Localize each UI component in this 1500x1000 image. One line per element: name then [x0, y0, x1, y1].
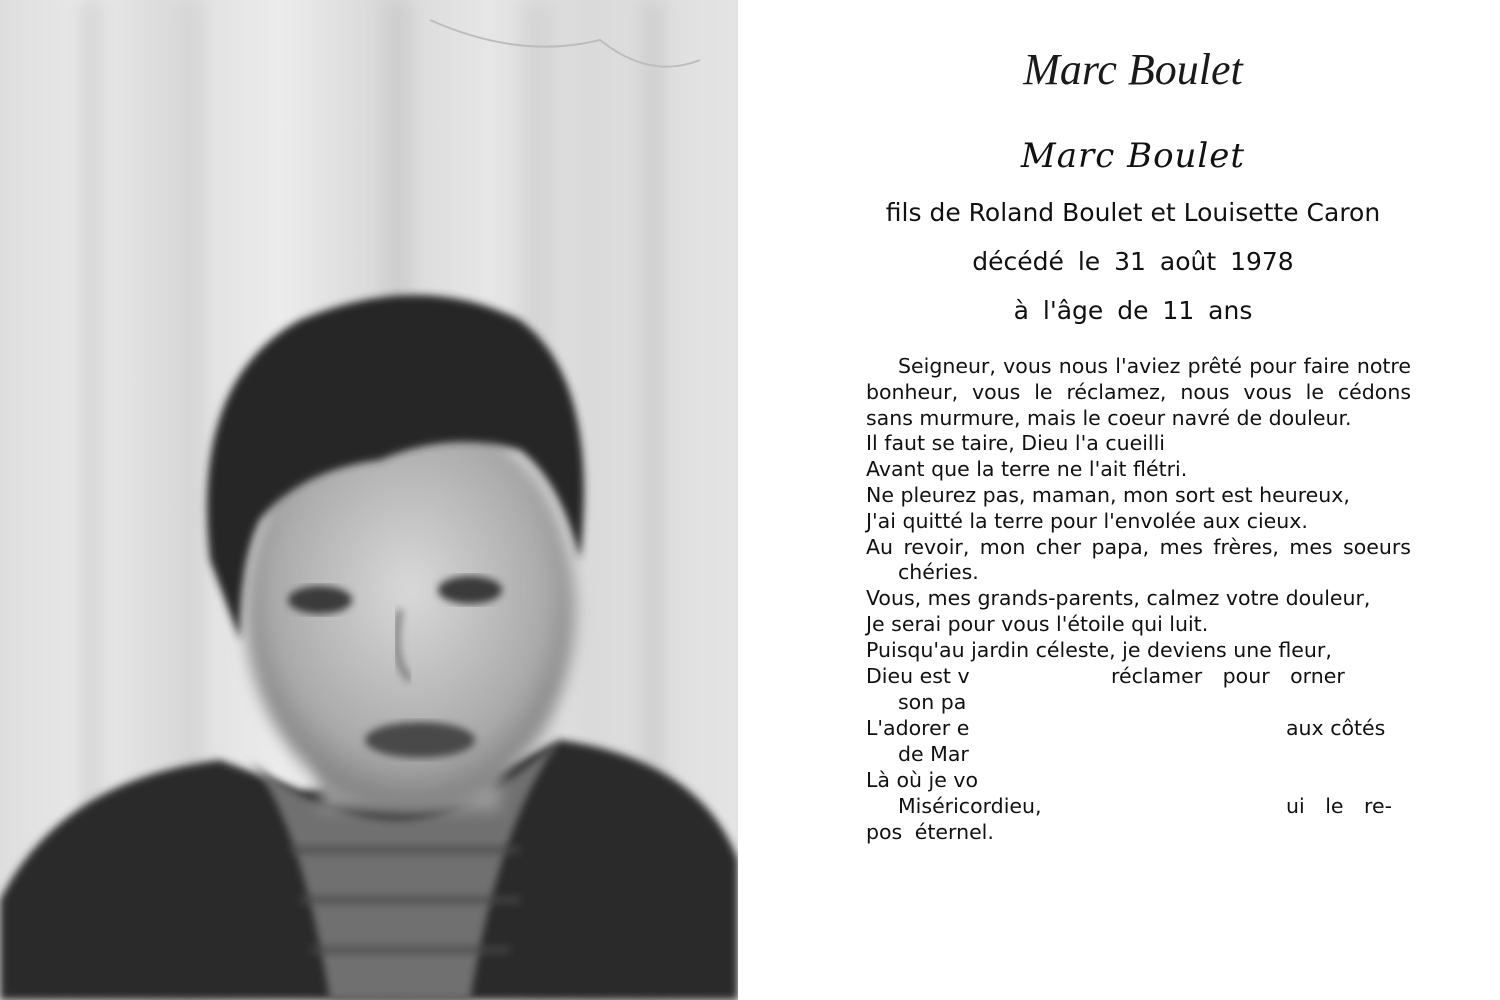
poem-fragment: L'adorer e: [866, 715, 970, 740]
age-line: à l'âge de 11 ans: [1013, 296, 1253, 325]
poem-fragment: ui le re-: [1286, 793, 1393, 818]
damaged-text-block: [866, 664, 1411, 820]
portrait-illustration: [0, 0, 738, 1000]
poem-fragment: réclamer pour orner: [1111, 663, 1345, 688]
memorial-poem: [866, 354, 1411, 845]
poem-intro: Seigneur, vous nous l'aviez prêté pour faire notre bonheur, vous le réclamez, nous vous le cédons sans murmure, mais le coeur navré de douleur.: [866, 354, 1411, 430]
printed-name: Marc Boulet: [1020, 136, 1246, 176]
poem-line: Il faut se taire, Dieu l'a cueilli: [866, 431, 1165, 456]
death-date-line: décédé le 31 août 1978: [972, 247, 1294, 276]
poem-line: Puisqu'au jardin céleste, je deviens une fleur,: [866, 637, 1332, 662]
poem-fragment: aux côtés: [1286, 715, 1386, 740]
poem-line: Je serai pour vous l'étoile qui luit.: [866, 611, 1209, 636]
poem-line: Avant que la terre ne l'ait flétri.: [866, 457, 1188, 482]
poem-line: J'ai quitté la terre pour l'envolée aux cieux.: [866, 508, 1308, 533]
memorial-card: [738, 0, 1500, 1000]
poem-line: Vous, mes grands-parents, calmez votre douleur,: [866, 586, 1371, 611]
poem-line: pos éternel.: [866, 819, 994, 844]
poem-line: Ne pleurez pas, maman, mon sort est heureux,: [866, 482, 1350, 507]
parents-line: fils de Roland Boulet et Louisette Caron: [885, 198, 1381, 227]
poem-fragment: son pa: [898, 689, 967, 714]
poem-fragment: Miséricordieu,: [898, 793, 1042, 818]
poem-fragment: Là où je vo: [866, 767, 979, 792]
portrait-photo: [0, 0, 738, 1000]
page-title: Marc Boulet: [1023, 45, 1243, 94]
poem-fragment: Dieu est v: [866, 663, 970, 688]
poem-fragment: de Mar: [898, 741, 969, 766]
poem-line: Au revoir, mon cher papa, mes frères, mes soeurs chéries.: [866, 534, 1411, 585]
